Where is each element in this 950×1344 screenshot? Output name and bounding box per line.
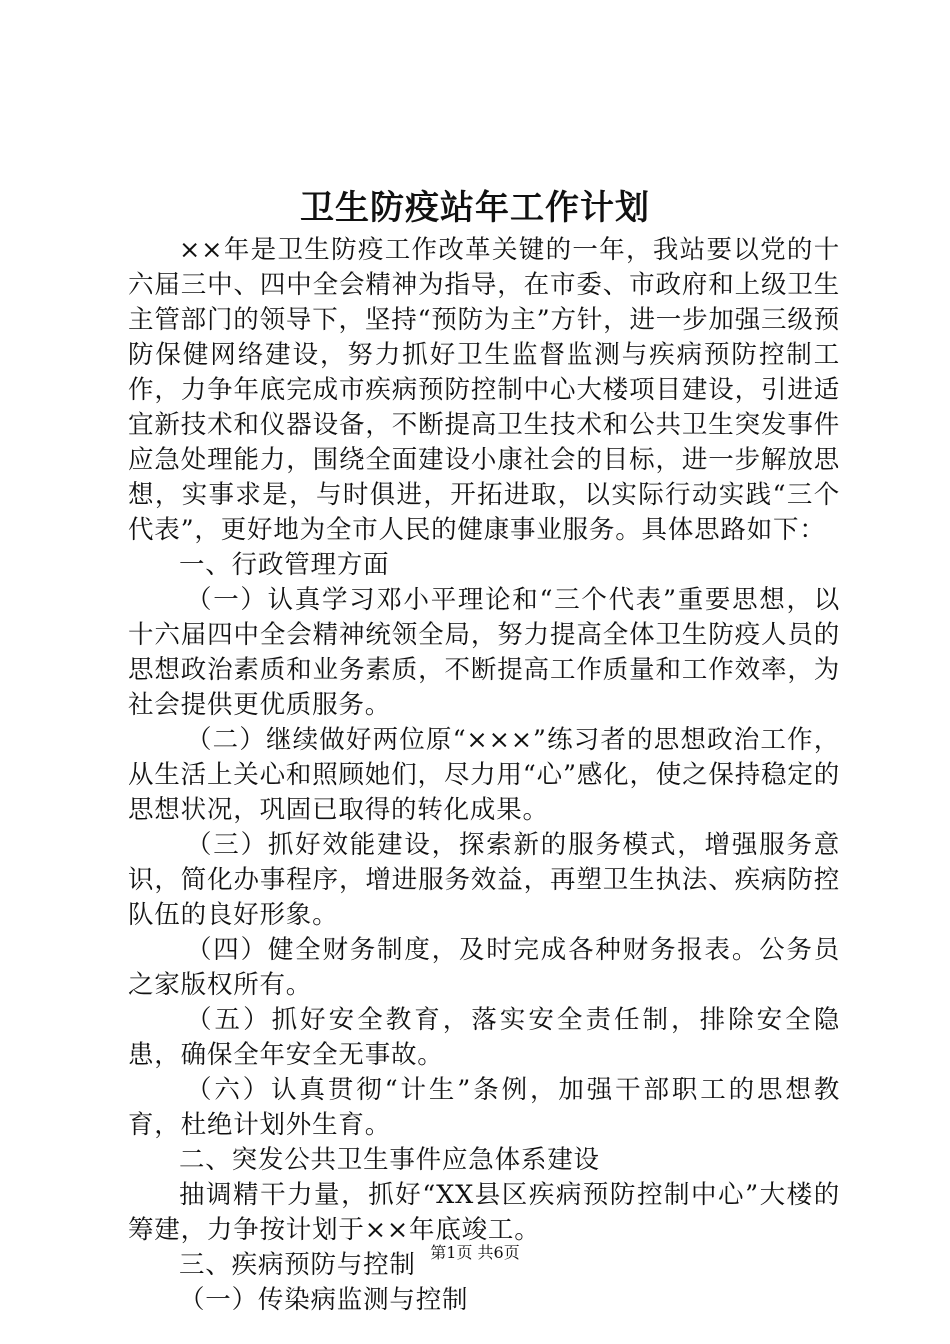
document-body (128, 233, 840, 1318)
item-paragraph-1-2: （二）继续做好两位原“×××”练习者的思想政治工作，从生活上关心和照顾她们，尽力用“心”感化，使之保持稳定的思想状况，巩固已取得的转化成果。 (128, 725, 840, 825)
subsection-heading-3-1: （一）传染病监测与控制 (179, 1285, 469, 1315)
document-title: 卫生防疫站年工作计划 (300, 188, 650, 228)
section-heading-3: 三、疾病预防与控制 (179, 1250, 416, 1280)
item-paragraph-1-5: （五）抓好安全教育，落实安全责任制，排除安全隐患，确保全年安全无事故。 (128, 1005, 840, 1070)
item-paragraph-1-3: （三）抓好效能建设，探索新的服务模式，增强服务意识，简化办事程序，增进服务效益，再塑卫生执法、疾病防控队伍的良好形象。 (128, 830, 840, 930)
section-paragraph-2: 抽调精干力量，抓好“XX县区疾病预防控制中心”大楼的筹建，力争按计划于××年底竣工。 (128, 1180, 840, 1245)
item-paragraph-1-6: （六）认真贯彻“计生”条例，加强干部职工的思想教育，杜绝计划外生育。 (128, 1075, 840, 1140)
page-footer: 第1页 共6页 (430, 1243, 520, 1262)
section-heading-1: 一、行政管理方面 (179, 550, 390, 580)
intro-paragraph: ××年是卫生防疫工作改革关键的一年，我站要以党的十六届三中、四中全会精神为指导，在市委、市政府和上级卫生主管部门的领导下，坚持“预防为主”方针，进一步加强三级预防保健网络建设，努力抓好卫生监督监测与疾病预防控制工作，力争年底完成市疾病预防控制中心大楼项目建设，引进适宜新技术和仪器设备，不断提高卫生技术和公共卫生突发事件应急处理能力，围绕全面建设小康社会的目标，进一步解放思想，实事求是，与时俱进，开拓进取，以实际行动实践“三个代表”，更好地为全市人民的健康事业服务。具体思路如下： (128, 235, 840, 545)
item-paragraph-1-4: （四）健全财务制度，及时完成各种财务报表。公务员之家版权所有。 (128, 935, 840, 1000)
section-heading-2: 二、突发公共卫生事件应急体系建设 (179, 1145, 600, 1175)
item-paragraph-1-1: （一）认真学习邓小平理论和“三个代表”重要思想，以十六届四中全会精神统领全局，努力提高全体卫生防疫人员的思想政治素质和业务素质，不断提高工作质量和工作效率，为社会提供更优质服务。 (128, 585, 840, 720)
